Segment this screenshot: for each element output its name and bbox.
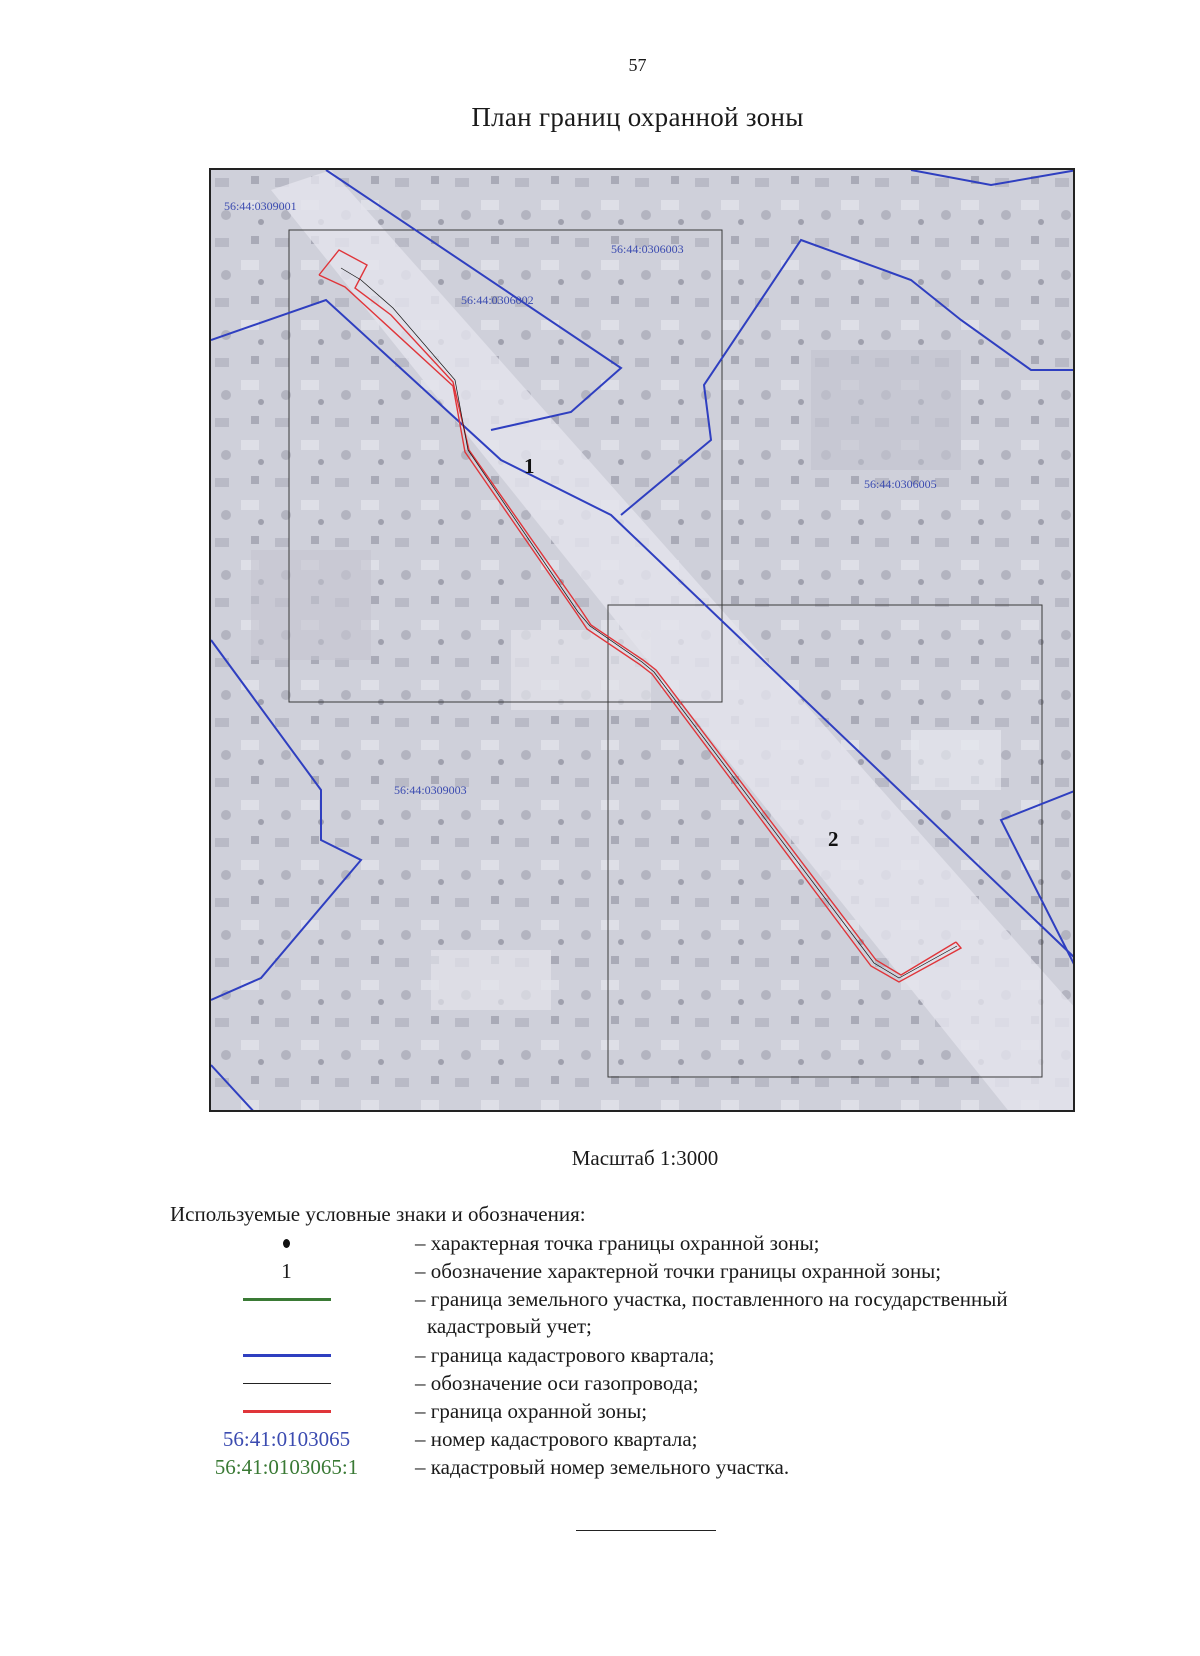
page-title: План границ охранной зоны	[471, 102, 804, 132]
legend-item-text: – обозначение оси газопровода;	[415, 1371, 699, 1395]
legend-item	[170, 1342, 1170, 1370]
characteristic-point-icon	[283, 1239, 290, 1248]
black-line-icon	[243, 1383, 331, 1384]
quarter-label-4: 56:44:0306005	[864, 477, 937, 491]
legend-item-text: – номер кадастрового квартала;	[415, 1427, 698, 1451]
legend-item	[170, 1426, 1170, 1454]
bottom-rule	[576, 1530, 716, 1531]
legend	[170, 1230, 1170, 1482]
legend-item-text: – обозначение характерной точки границы охранной зоны;	[415, 1259, 942, 1283]
legend-symbol-parcel-code: 56:41:0103065:1	[214, 1455, 359, 1479]
map-frame[interactable]	[209, 168, 1075, 1112]
sheet-label-2: 2	[828, 827, 839, 851]
quarter-label-3: 56:44:0306002	[461, 293, 534, 307]
blue-line-icon	[243, 1354, 331, 1357]
quarter-label-5: 56:44:0309003	[394, 783, 467, 797]
legend-item	[170, 1370, 1170, 1398]
sheet-label-1: 1	[524, 454, 535, 478]
legend-item	[170, 1230, 1170, 1258]
legend-item-text: – характерная точка границы охранной зоны;	[415, 1231, 820, 1255]
legend-item-text: – кадастровый номер земельного участка.	[415, 1455, 790, 1479]
legend-item-text: – граница земельного участка, поставленного на государственный	[415, 1287, 1008, 1311]
page-number: 57	[628, 55, 647, 75]
legend-item-text-cont: кадастровый учет;	[427, 1314, 592, 1338]
quarter-label-2: 56:44:0306003	[611, 242, 684, 256]
legend-symbol-quarter-code: 56:41:0103065	[222, 1427, 351, 1451]
map-scale: Масштаб 1:3000	[571, 1146, 719, 1170]
legend-item	[170, 1454, 1170, 1482]
map-canvas	[211, 170, 1075, 1112]
quarter-label-1: 56:44:0309001	[224, 199, 297, 213]
legend-symbol-number: 1	[281, 1259, 292, 1283]
green-line-icon	[243, 1298, 331, 1301]
red-line-icon	[243, 1410, 331, 1413]
legend-item	[170, 1286, 1170, 1342]
legend-item-text: – граница кадастрового квартала;	[415, 1343, 715, 1367]
legend-item	[170, 1258, 1170, 1286]
legend-item	[170, 1398, 1170, 1426]
legend-item-text: – граница охранной зоны;	[415, 1399, 648, 1423]
legend-title: Используемые условные знаки и обозначения:	[170, 1202, 586, 1226]
